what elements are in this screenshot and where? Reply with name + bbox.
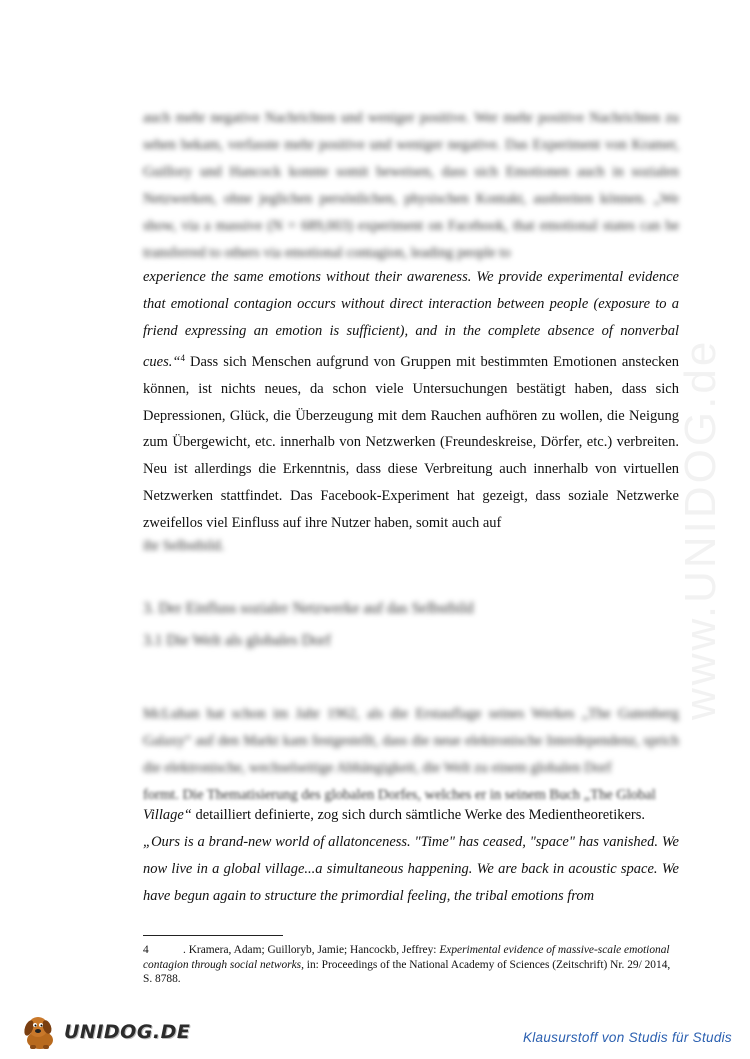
blurred-paragraph-top: auch mehr negative Nachrichten und weniger positive. Wer mehr positive Nachrichten zu sehen bekam, verfasste mehr positive und weniger negative. Das Experiment von Kramer, Guillory und Hancock konnte somit beweisen, dass sich Emotionen auch in sozialen Netzwerken, ohne jeglichen persönlichen, physischen Kontakt, ausbreiten können. „We show, via a massive (N = 689,003) experiment on Facebook, that emotional states can be transferred to others via emotional contagion, leading people to — [143, 110, 679, 261]
quote-text: experience the same emotions without their awareness. We provide experimental evidence that emotional contagion occurs without direct interaction between people (exposure to a friend expressing an emotion is sufficient), and in the complete absence of nonverbal cues.“ — [143, 269, 679, 370]
subsection-heading: 3.1 Die Welt als globales Dorf — [143, 632, 331, 649]
blurred-paragraph-section: McLuhan hat schon im Jahr 1962, als die Erstauflage seines Werkes „The Gutenberg Galaxy“ auf den Markt kam festgestellt, dass die neue elektronische Interdependenz, sprich die elektronische, wechselseitige Abhängigkeit, die Welt zu einem globalen Dorf — [143, 706, 679, 776]
footnote-authors: . Kramera, Adam; Guilloryb, Jamie; Hancockb, Jeffrey: — [183, 944, 440, 956]
main-paragraph — [143, 264, 679, 537]
partially-blurred-line: formt. Die Thematisierung des globalen Dorfes, welches er in seinem Buch „The Global — [143, 787, 656, 803]
footnote-source: in: Proceedings of the National Academy of Sciences (Zeitschrift) Nr. 29/ 2014, S. 8788. — [143, 958, 671, 985]
footnote-number: 4 — [143, 944, 149, 956]
section-text: detailliert definierte, zog sich durch sämtliche Werke des Medientheoretikers. — [191, 807, 646, 823]
footnote-separator — [143, 935, 283, 936]
book-title: Village“ — [143, 807, 192, 823]
watermark: www.UNIDOG.de — [676, 338, 725, 720]
footer-slogan: Klausurstoff von Studis für Studis — [522, 1030, 732, 1045]
section-heading: 3. Der Einfluss sozialer Netzwerke auf das Selbstbild — [143, 600, 474, 617]
footnote-ref: 4 — [180, 352, 185, 363]
blurred-paragraph-end: ihr Selbstbild. — [143, 538, 225, 554]
footnote-title: Experimental evidence of massive-scale emotional contagion through social networks, — [143, 944, 670, 971]
mcluhan-quote: „Ours is a brand-new world of allatonceness. "Time" has ceased, "space" has vanished. We now live in a global village...a simultaneous happening. We are back in acoustic space. We have begun again to structure the primordial feeling, the tribal emotions from — [143, 833, 679, 904]
logo-text: UNIDOG.DE — [64, 1021, 191, 1043]
section-paragraph — [143, 802, 679, 910]
footnote — [143, 943, 679, 987]
unidog-logo[interactable] — [18, 1012, 190, 1052]
dog-mascot-icon — [18, 1012, 62, 1052]
paragraph-text: Dass sich Menschen aufgrund von Gruppen mit bestimmten Emotionen anstecken können, ist nichts neues, da schon viele Untersuchungen bestätigt haben, dass sich Depressionen, Glück, die Überzeugung mit dem Rauchen aufhören zu wollen, die Neigung zum Übergewicht, etc. innerhalb von Netzwerken (Freundeskreise, Dörfer, etc.) verbreiten. Neu ist allerdings die Erkenntnis, dass diese Verbreitung auch innerhalb von virtuellen Netzwerken stattfindet. Das Facebook-Experiment hat gezeigt, dass soziale Netzwerke zweifellos viel Einfluss auf ihre Nutzer haben, somit auch auf — [143, 353, 679, 532]
